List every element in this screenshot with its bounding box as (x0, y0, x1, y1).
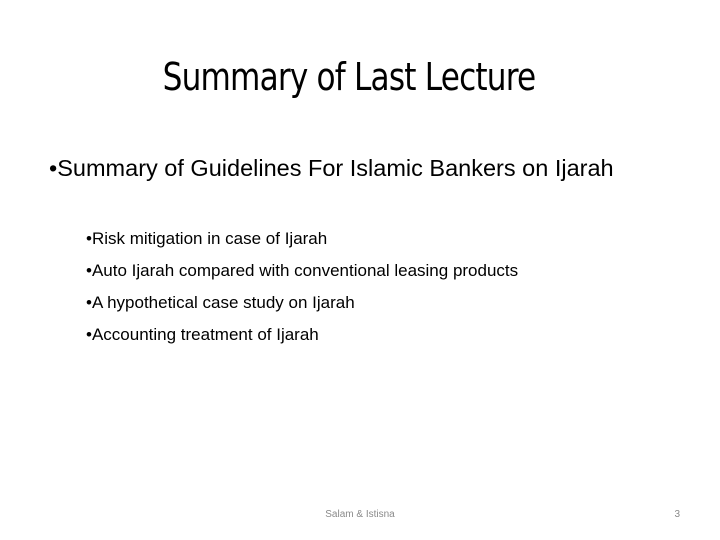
sub-bullet-list (86, 228, 686, 356)
slide-title: Summary of Last Lecture (162, 55, 536, 99)
slide-footer: Salam & Istisna (325, 509, 395, 520)
sub-bullet-item: •Risk mitigation in case of Ijarah (86, 229, 328, 248)
sub-bullet-item: •Accounting treatment of Ijarah (86, 325, 319, 344)
page-number: 3 (674, 509, 680, 520)
sub-bullet-item: •Auto Ijarah compared with conventional leasing products (86, 261, 519, 280)
main-bullet: •Summary of Guidelines For Islamic Bankers on Ijarah (49, 155, 614, 181)
sub-bullet-item: •A hypothetical case study on Ijarah (86, 293, 355, 312)
